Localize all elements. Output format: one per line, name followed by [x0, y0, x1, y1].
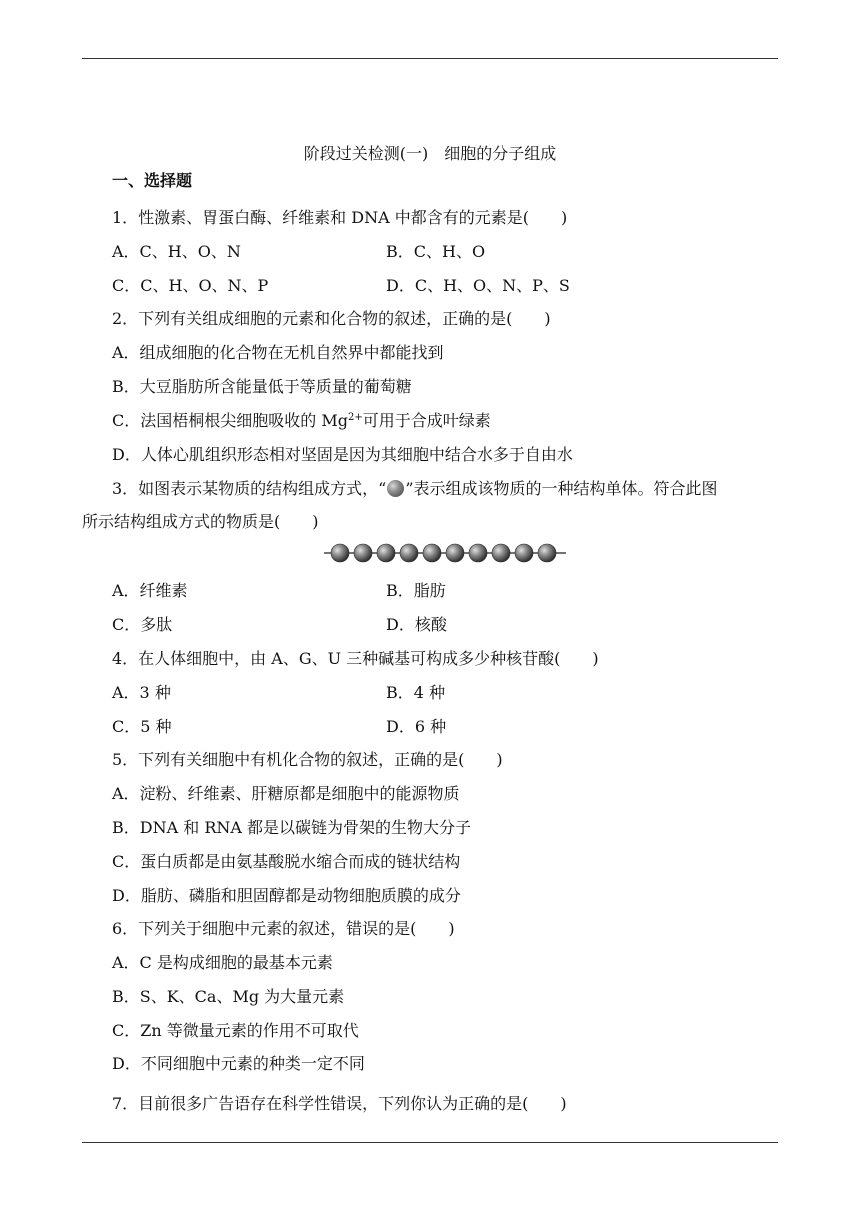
- question-4-stem: 4．在人体细胞中，由 A、G、U 三种碱基可构成多少种核苷酸( ): [112, 649, 599, 668]
- page-title: 阶段过关检测(一) 细胞的分子组成: [303, 144, 557, 163]
- question-5-option-b: B．DNA 和 RNA 都是以碳链为骨架的生物大分子: [112, 818, 472, 837]
- chain-bead: [538, 544, 556, 562]
- question-3-option-c: C．多肽: [112, 615, 173, 634]
- header-rule: [82, 58, 778, 59]
- question-2-option-a: A．组成细胞的化合物在无机自然界中都能找到: [112, 343, 444, 362]
- chain-bead: [492, 544, 510, 562]
- question-4-option-a: A．3 种: [112, 683, 171, 702]
- question-4-option-d: D．6 种: [386, 717, 447, 736]
- question-1-option-c: C．C、H、O、N、P: [112, 276, 269, 295]
- question-5-option-d: D．脂肪、磷脂和胆固醇都是动物细胞质膜的成分: [112, 886, 461, 905]
- bead-icon: [387, 480, 404, 497]
- chain-bead: [400, 544, 418, 562]
- question-6-option-b: B．S、K、Ca、Mg 为大量元素: [112, 987, 345, 1006]
- chain-bead: [331, 544, 349, 562]
- question-3-option-b: B．脂肪: [386, 581, 446, 600]
- question-5-option-c: C．蛋白质都是由氨基酸脱水缩合而成的链状结构: [112, 852, 461, 871]
- question-7-stem: 7．目前很多广告语存在科学性错误，下列你认为正确的是( ): [112, 1094, 567, 1113]
- question-3-stem: 3．如图表示某物质的结构组成方式，“ ”表示组成该物质的一种结构单体。符合此图: [112, 479, 718, 498]
- question-2-option-b: B．大豆脂肪所含能量低于等质量的葡萄糖: [112, 377, 412, 396]
- chain-bead: [515, 544, 533, 562]
- question-2-option-d: D．人体心肌组织形态相对坚固是因为其细胞中结合水多于自由水: [112, 445, 573, 464]
- monomer-chain-figure: [324, 541, 566, 565]
- question-4-option-c: C．5 种: [112, 717, 172, 736]
- question-5-stem: 5．下列有关细胞中有机化合物的叙述，正确的是( ): [112, 750, 503, 769]
- chain-bead: [377, 544, 395, 562]
- question-1-option-b: B．C、H、O: [386, 242, 486, 261]
- chain-bead: [469, 544, 487, 562]
- question-6-stem: 6．下列关于细胞中元素的叙述，错误的是( ): [112, 919, 455, 938]
- question-2-stem: 2．下列有关组成细胞的元素和化合物的叙述，正确的是( ): [112, 309, 551, 328]
- question-6-option-a: A．C 是构成细胞的最基本元素: [112, 953, 333, 972]
- question-3-option-d: D．核酸: [386, 615, 447, 634]
- question-6-option-c: C．Zn 等微量元素的作用不可取代: [112, 1021, 359, 1040]
- question-3-option-a: A．纤维素: [112, 581, 188, 600]
- chain-bead: [446, 544, 464, 562]
- section-heading: 一、选择题: [112, 171, 193, 190]
- question-3-stem-continued: 所示结构组成方式的物质是( ): [82, 512, 319, 531]
- question-2-option-c: C．法国梧桐根尖细胞吸收的 $Mg^{2+}$可用于合成叶绿素: [112, 411, 491, 430]
- superscript-charge: 2+: [347, 412, 363, 423]
- question-4-option-b: B．4 种: [386, 683, 446, 702]
- question-6-option-d: D．不同细胞中元素的种类一定不同: [112, 1054, 365, 1073]
- question-1-option-a: A．C、H、O、N: [112, 242, 241, 261]
- question-5-option-a: A．淀粉、纤维素、肝糖原都是细胞中的能源物质: [112, 784, 460, 803]
- chain-bead: [354, 544, 372, 562]
- chain-bead: [423, 544, 441, 562]
- footer-rule: [82, 1142, 778, 1143]
- question-1-stem: 1．性激素、胃蛋白酶、纤维素和 DNA 中都含有的元素是( ): [112, 208, 568, 227]
- question-1-option-d: D．C、H、O、N、P、S: [386, 276, 570, 295]
